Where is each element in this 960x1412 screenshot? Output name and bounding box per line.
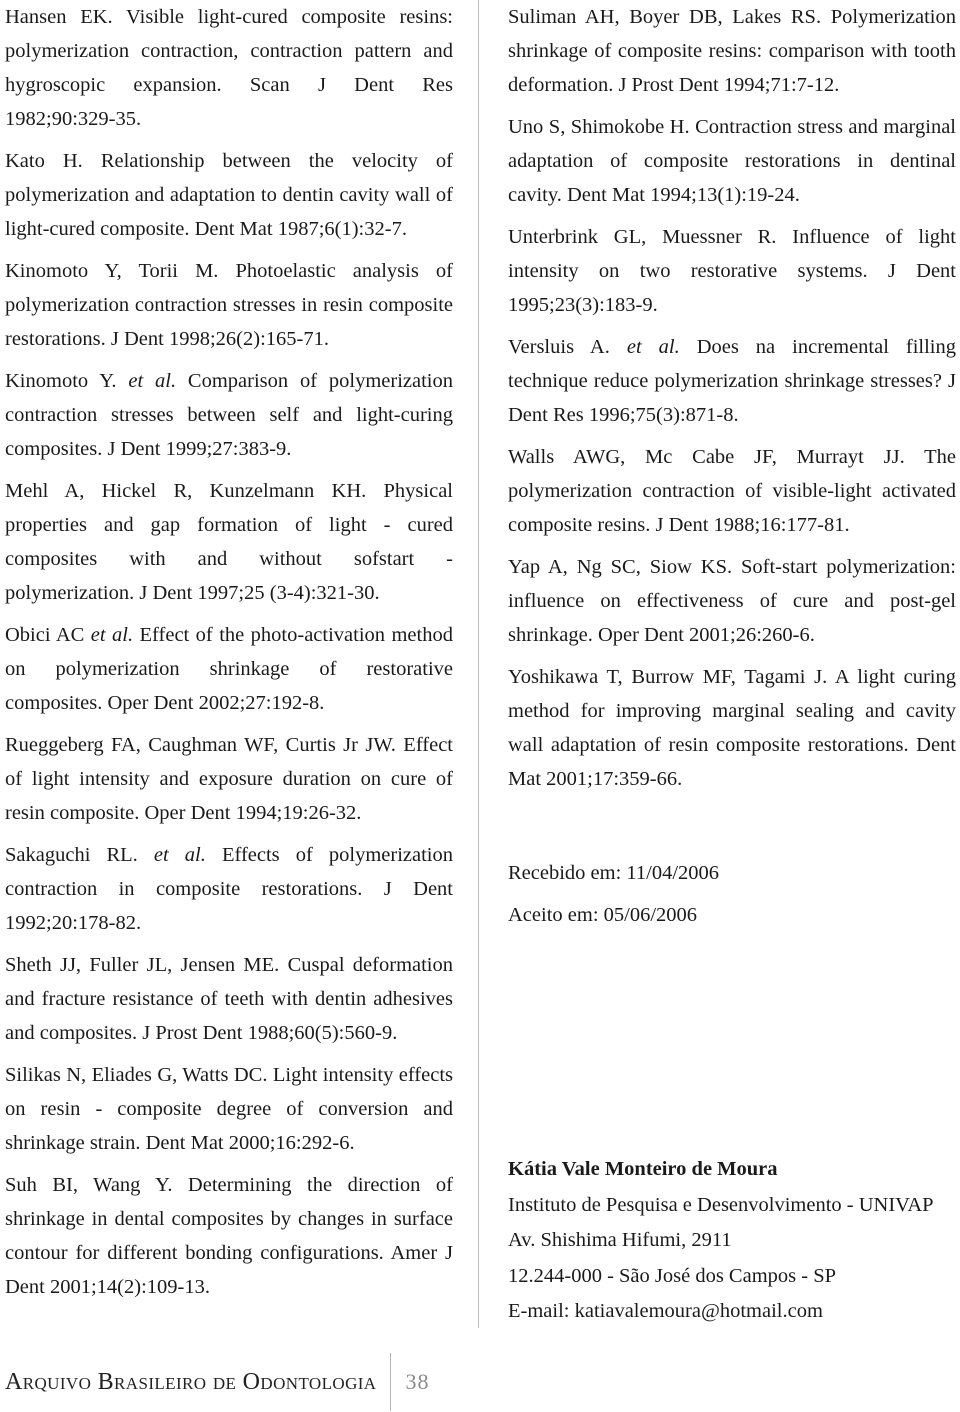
- reference-text: Mehl A, Hickel R, Kunzelmann KH. Physical properties and gap formation of light - cured composites with and without sofstart - polymerization. J Dent 1997;25 (3-4):321-30.: [5, 480, 453, 604]
- reference-uno: [508, 110, 956, 212]
- reference-et-al: et al.: [128, 370, 177, 392]
- reference-text: Rueggeberg FA, Caughman WF, Curtis Jr JW. Effect of light intensity and exposure duration on cure of resin composite. Oper Dent 1994;19:26-32.: [5, 734, 453, 824]
- reference-mehl: [5, 474, 453, 610]
- references-left-column: [5, 0, 453, 1312]
- reference-silikas: [5, 1058, 453, 1160]
- author-email: E-mail: katiavalemoura@hotmail.com: [508, 1300, 823, 1322]
- reference-text: Sakaguchi RL.: [5, 844, 154, 866]
- reference-suh: [5, 1168, 453, 1304]
- reference-et-al: et al.: [626, 336, 680, 358]
- reference-text: Suh BI, Wang Y. Determining the direction of shrinkage in dental composites by changes in surface contour for different bonding configurations. Amer J Dent 2001;14(2):109-13.: [5, 1174, 453, 1298]
- reference-text: Uno S, Shimokobe H. Contraction stress and marginal adaptation of composite restorations in dentinal cavity. Dent Mat 1994;13(1):19-24.: [508, 116, 956, 206]
- reference-kinomoto-1: [5, 254, 453, 356]
- reference-yoshikawa: [508, 660, 956, 796]
- reference-unterbrink: [508, 220, 956, 322]
- reference-sakaguchi: [5, 838, 453, 940]
- reference-text: Obici AC: [5, 624, 91, 646]
- author-contact: [508, 1152, 956, 1330]
- reference-text: Effects of polymerization contraction in composite restorations. J Dent 1992;20:178-82.: [5, 844, 454, 934]
- received-date: Recebido em: 11/04/2006: [508, 862, 720, 884]
- reference-text: Does na incremental filling technique reduce polymerization shrinkage stresses? J Dent Res 1996;75(3):871-8.: [508, 336, 957, 426]
- submission-dates: [508, 856, 956, 940]
- reference-suliman: [508, 0, 956, 102]
- journal-name: Arquivo Brasileiro de Odontologia: [5, 1368, 377, 1395]
- reference-text: Sheth JJ, Fuller JL, Jensen ME. Cuspal deformation and fracture resistance of teeth with dentin adhesives and composites. J Prost Dent 1988;60(5):560-9.: [5, 954, 453, 1044]
- reference-text: Comparison of polymerization contraction stresses between self and light-curing composites. J Dent 1999;27:383-9.: [5, 370, 453, 460]
- author-city: 12.244-000 - São José dos Campos - SP: [508, 1264, 837, 1287]
- reference-text: Effect of the photo-activation method on polymerization shrinkage of restorative composites. Oper Dent 2002;27:192-8.: [5, 624, 453, 714]
- reference-obici: [5, 618, 453, 720]
- reference-text: Kato H. Relationship between the velocity of polymerization and adaptation to dentin cavity wall of light-cured composite. Dent Mat 1987;6(1):32-7.: [5, 150, 453, 240]
- author-name: Kátia Vale Monteiro de Moura: [508, 1158, 778, 1180]
- reference-text: Yap A, Ng SC, Siow KS. Soft-start polymerization: influence on effectiveness of cure and post-gel shrinkage. Oper Dent 2001;26:260-6.: [508, 556, 956, 646]
- references-right-column: [508, 0, 956, 804]
- reference-versluis: [508, 330, 956, 432]
- page-number: 38: [405, 1369, 430, 1394]
- reference-text: Kinomoto Y, Torii M. Photoelastic analysis of polymerization contraction stresses in resin composite restorations. J Dent 1998;26(2):165-71.: [5, 260, 453, 350]
- reference-text: Walls AWG, Mc Cabe JF, Murrayt JJ. The polymerization contraction of visible-light activated composite resins. J Dent 1988;16:177-81.: [508, 446, 956, 536]
- reference-text: Yoshikawa T, Burrow MF, Tagami J. A light curing method for improving marginal sealing and cavity wall adaptation of resin composite restorations. Dent Mat 2001;17:359-66.: [508, 666, 956, 790]
- reference-walls: [508, 440, 956, 542]
- column-divider: [478, 0, 479, 1328]
- footer-divider: [390, 1353, 391, 1411]
- reference-yap: [508, 550, 956, 652]
- reference-kato: [5, 144, 453, 246]
- reference-text: Kinomoto Y.: [5, 370, 129, 392]
- author-institution: Instituto de Pesquisa e Desenvolvimento - UNIVAP: [508, 1193, 934, 1216]
- reference-text: Hansen EK. Visible light-cured composite resins: polymerization contraction, contraction pattern and hygroscopic expansion. Scan J Dent Res 1982;90:329-35.: [5, 6, 453, 130]
- reference-text: Versluis A.: [508, 336, 627, 358]
- reference-text: Suliman AH, Boyer DB, Lakes RS. Polymerization shrinkage of composite resins: comparison with tooth deformation. J Prost Dent 1994;71:7-12.: [508, 6, 956, 96]
- reference-sheth: [5, 948, 453, 1050]
- page-footer: [5, 1352, 429, 1412]
- reference-hansen: [5, 0, 453, 136]
- author-street: Av. Shishima Hifumi, 2911: [508, 1229, 732, 1251]
- reference-et-al: et al.: [90, 624, 134, 646]
- reference-text: Unterbrink GL, Muessner R. Influence of light intensity on two restorative systems. J Dent 1995;23(3):183-9.: [508, 226, 956, 316]
- reference-text: Silikas N, Eliades G, Watts DC. Light intensity effects on resin - composite degree of conversion and shrinkage strain. Dent Mat 2000;16:292-6.: [5, 1064, 453, 1154]
- reference-kinomoto-2: [5, 364, 453, 466]
- reference-et-al: et al.: [153, 844, 206, 866]
- reference-rueggeberg: [5, 728, 453, 830]
- accepted-date: Aceito em: 05/06/2006: [508, 904, 698, 926]
